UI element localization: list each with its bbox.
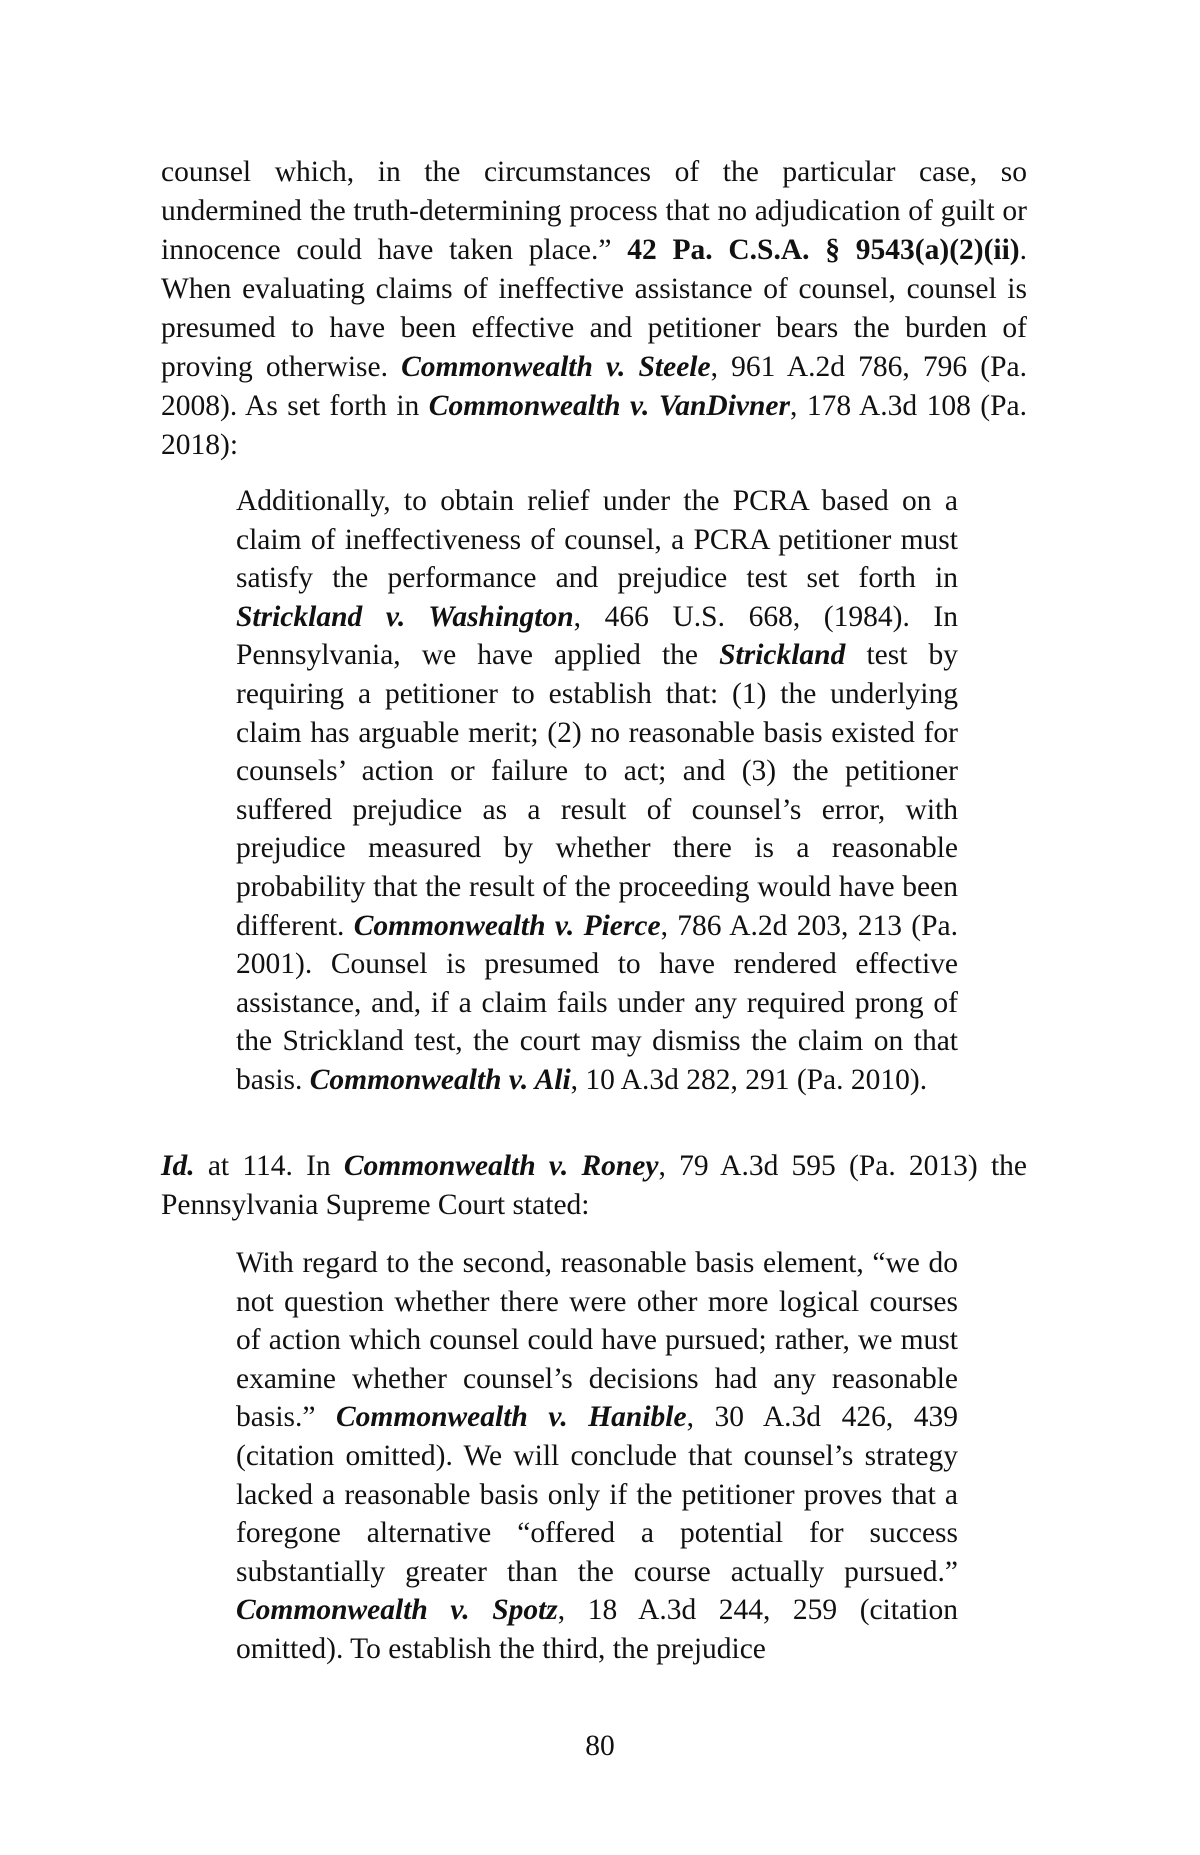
text-run: , 786 A.2d 203, 213 (Pa. 2001). Counsel is presumed to have rendered effective assistance, and, if a claim fails under any required prong of the Strickland test, the court may dismiss the claim on that basis. — [236, 909, 958, 1096]
text-run: , 178 A.3d 108 (Pa. 2018): — [161, 390, 1028, 461]
text-run: Additionally, to obtain relief under the PCRA based on a claim of ineffectiveness of counsel, a PCRA petitioner must satisfy the performance and prejudice test set forth in — [236, 485, 958, 595]
body-paragraph-1 — [161, 153, 1027, 465]
case-citation: Commonwealth v. VanDivner — [428, 390, 791, 422]
case-citation: Strickland v. Washington — [236, 600, 574, 633]
body-paragraph-2 — [161, 1147, 1027, 1225]
text-run: , 30 A.3d 426, 439 (citation omitted). We will conclude that counsel’s strategy lacked a reasonable basis only if the petitioner proves that a foregone alternative “offered a potential for success substantially greater than the course actually pursued.” — [236, 1401, 958, 1588]
case-citation: Commonwealth v. Spotz — [236, 1594, 558, 1627]
block-quote-1 — [236, 482, 958, 1100]
id-citation: Id. — [161, 1150, 195, 1182]
case-citation: Commonwealth v. Ali — [309, 1063, 571, 1096]
text-run: counsel which, in the circumstances of the particular case, so undermined the truth-determining process that no adjudication of guilt or innocence could have taken place.” — [161, 156, 1027, 266]
case-citation: Commonwealth v. Hanible — [336, 1401, 687, 1434]
block-quote-2 — [236, 1244, 958, 1669]
case-citation: Commonwealth v. Roney — [343, 1150, 659, 1182]
text-run: , 466 U.S. 668, (1984). In Pennsylvania, we have applied the — [236, 600, 959, 672]
text-run: , 10 A.3d 282, 291 (Pa. 2010). — [570, 1063, 928, 1096]
statute-citation: 42 Pa. C.S.A. § 9543(a)(2)(ii) — [627, 234, 1020, 266]
case-citation: Commonwealth v. Pierce — [353, 909, 661, 942]
text-run: With regard to the second, reasonable basis element, “we do not question whether there were other more logical courses of action which counsel could have pursued; rather, we must examine whether counsel’s decisions had any reasonable basis.” — [236, 1247, 958, 1434]
text-run: , 18 A.3d 244, 259 (citation omitted). To establish the third, the prejudice — [236, 1594, 958, 1665]
case-citation: Strickland — [719, 639, 846, 672]
text-run: . When evaluating claims of ineffective assistance of counsel, counsel is presumed to have been effective and petitioner bears the burden of proving otherwise. — [161, 234, 1028, 383]
case-citation: Commonwealth v. Steele — [401, 351, 711, 383]
text-run: , 79 A.3d 595 (Pa. 2013) the Pennsylvania Supreme Court stated: — [161, 1150, 1027, 1221]
text-run: , 961 A.2d 786, 796 (Pa. 2008). As set forth in — [161, 351, 1028, 422]
page-number: 80 — [585, 1730, 615, 1762]
text-run: test by requiring a petitioner to establish that: (1) the underlying claim has arguable merit; (2) no reasonable basis existed for counsels’ action or failure to act; and (3) the petitioner suffered prejudice as a result of counsel’s error, with prejudice measured by whether there is a reasonable probability that the result of the proceeding would have been different. — [236, 639, 958, 942]
text-run: at 114. In — [194, 1150, 344, 1182]
